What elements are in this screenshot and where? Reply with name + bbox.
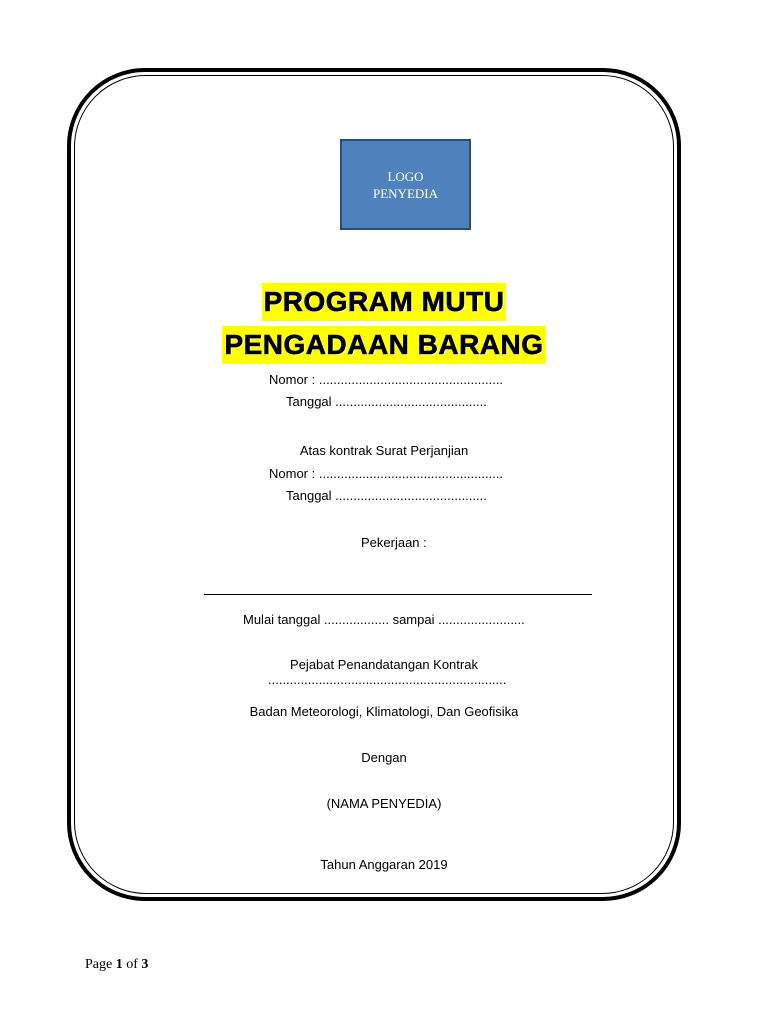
agency-name: Badan Meteorologi, Klimatologi, Dan Geofisika — [249, 704, 519, 719]
title-text-1: PROGRAM MUTU — [262, 283, 507, 321]
contract-tanggal-field: Tanggal .......................................... — [286, 488, 487, 503]
of-word: of — [126, 957, 138, 972]
provider-logo-placeholder — [340, 139, 471, 230]
contract-label: Atas kontrak Surat Perjanjian — [299, 443, 469, 458]
provider-name-placeholder: (NAMA PENYEDIA) — [326, 796, 442, 811]
pekerjaan-fill-line — [204, 594, 592, 595]
fiscal-year: Tahun Anggaran 2019 — [320, 857, 448, 872]
document-title-line-2 — [0, 326, 768, 364]
page-word: Page — [85, 957, 113, 972]
with-label: Dengan — [361, 750, 407, 765]
logo-line-2: PENYEDIA — [373, 185, 438, 201]
header-tanggal-field: Tanggal .......................................... — [286, 394, 487, 409]
official-label: Pejabat Penandatangan Kontrak — [290, 657, 478, 672]
period-field: Mulai tanggal .................. sampai ........................ — [243, 612, 525, 627]
logo-line-1: LOGO — [387, 168, 424, 184]
title-text-2: PENGADAAN BARANG — [222, 326, 545, 364]
pekerjaan-label: Pekerjaan : — [361, 535, 427, 550]
current-page-number: 1 — [115, 957, 123, 972]
total-page-count: 3 — [141, 957, 149, 972]
contract-nomor-field: Nomor : ................................................... — [269, 466, 504, 481]
official-name-dots: .................................................................. — [268, 672, 507, 687]
document-title-line-1 — [0, 283, 768, 321]
header-nomor-field: Nomor : ................................................... — [269, 372, 504, 387]
page-footer — [85, 957, 148, 973]
